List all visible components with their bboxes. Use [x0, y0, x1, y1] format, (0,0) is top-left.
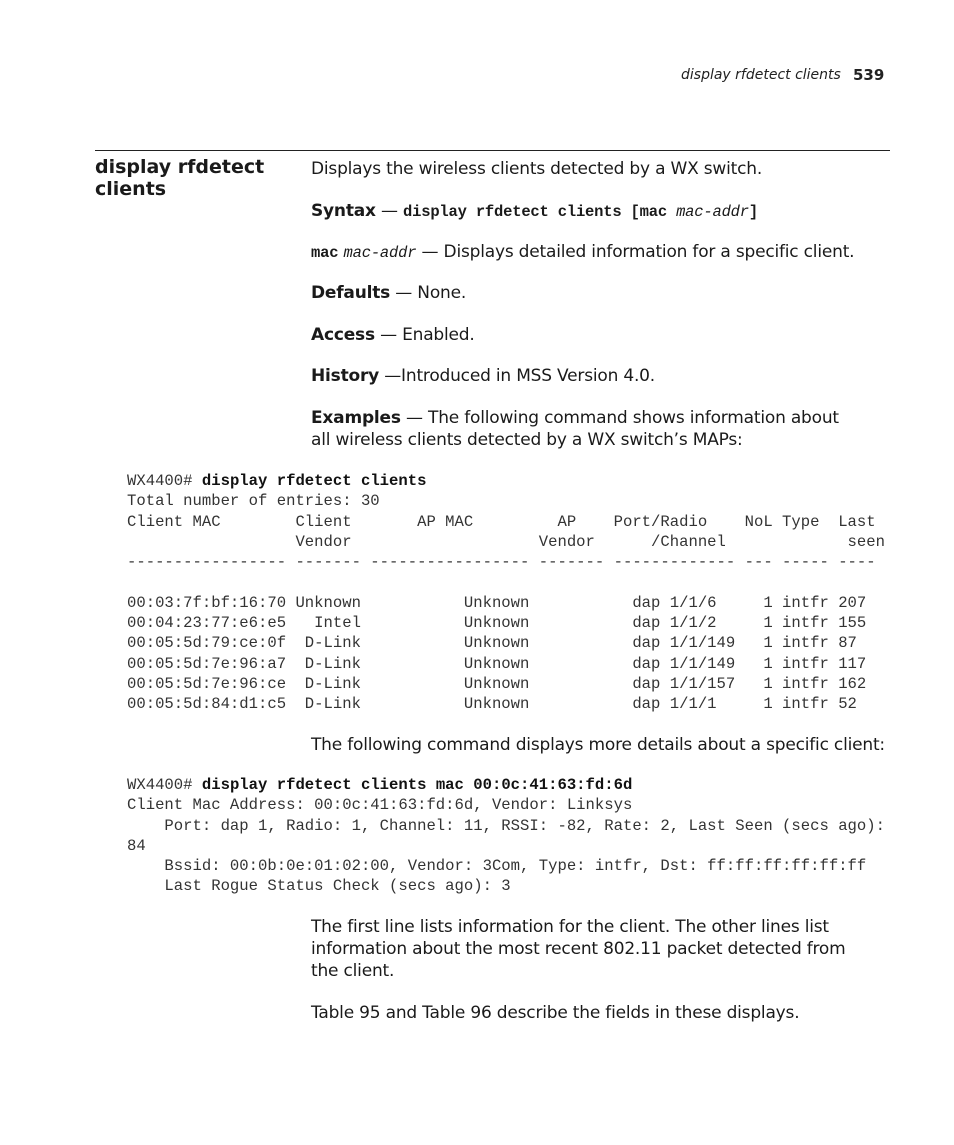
syntax-close-bracket: ] — [748, 203, 758, 221]
syntax-label: Syntax — [311, 201, 376, 221]
between-paragraph: The following command displays more details about a specific client: — [311, 735, 885, 755]
param-description: — Displays detailed information for a specific client. — [416, 242, 855, 262]
example1-code-block — [127, 471, 885, 715]
example2-prompt: WX4400# — [127, 776, 202, 794]
closing-paragraph-1: The first line lists information for the client. The other lines list information about the most recent 802.11 packet detected from the client. — [311, 917, 846, 981]
defaults-text: — None. — [390, 283, 467, 303]
syntax-parameter: mac-addr — [676, 203, 749, 221]
defaults-paragraph — [311, 282, 871, 304]
closing-paragraph-2: Table 95 and Table 96 describe the fields in these displays. — [311, 1003, 800, 1023]
examples-text: — The following command shows information about all wireless clients detected by a WX switch’s MAPs: — [311, 408, 839, 450]
intro-paragraph: Displays the wireless clients detected by a WX switch. — [311, 159, 763, 179]
example2-code-block — [127, 775, 885, 897]
access-paragraph — [311, 324, 871, 346]
syntax-command: display rfdetect clients [mac — [403, 203, 677, 221]
page-number: 539 — [853, 66, 885, 84]
section-title: display rfdetect clients — [95, 156, 265, 200]
example1-prompt: WX4400# — [127, 472, 202, 490]
example1-output: Total number of entries: 30 Client MAC Client AP MAC AP Port/Radio NoL Type Last Vendor Vendor /Channel seen ----------------- ------- ----------------- ------- ------------- --- ----- ---- 00:03:7f:bf:16:70 Unknown Unknown dap 1/1/6 1 intfr 207 00:04:23:77:e6:e5 Intel Unknown dap 1/1/2 1 intfr 155 00:05:5d:79:ce:0f D-Link Unknown dap 1/1/149 1 intfr 87 00:05:5d:7e:96:a7 D-Link Unknown dap 1/1/149 1 intfr 117 00:05:5d:7e:96:ce D-Link Unknown dap 1/1/157 1 intfr 162 00:05:5d:84:d1:c5 D-Link Unknown dap 1/1/1 1 intfr 52 — [127, 492, 885, 714]
syntax-dash: — — [375, 201, 404, 221]
running-title: display rfdetect clients — [681, 67, 841, 83]
syntax-paragraph — [311, 200, 891, 223]
example1-command: display rfdetect clients — [201, 472, 427, 490]
param-keyword: mac — [311, 244, 339, 262]
parameter-paragraph — [311, 241, 891, 264]
param-value: mac-addr — [343, 244, 417, 262]
section-rule — [95, 150, 890, 151]
examples-label: Examples — [311, 408, 401, 428]
examples-paragraph — [311, 407, 856, 451]
history-label: History — [311, 366, 380, 386]
history-text: —Introduced in MSS Version 4.0. — [379, 366, 655, 386]
access-text: — Enabled. — [374, 325, 475, 345]
example2-command: display rfdetect clients mac 00:0c:41:63:fd:6d — [201, 776, 633, 794]
defaults-label: Defaults — [311, 283, 391, 303]
example2-output: Client Mac Address: 00:0c:41:63:fd:6d, Vendor: Linksys Port: dap 1, Radio: 1, Channel: 11, RSSI: -82, Rate: 2, Last Seen (secs ago): 84 Bssid: 00:0b:0e:01:02:00, Vendor: 3Com, Type: intfr, Dst: ff:ff:ff:ff:ff:ff Last Rogue Status Check (secs ago): 3 — [127, 796, 885, 896]
history-paragraph — [311, 365, 871, 387]
access-label: Access — [311, 325, 375, 345]
